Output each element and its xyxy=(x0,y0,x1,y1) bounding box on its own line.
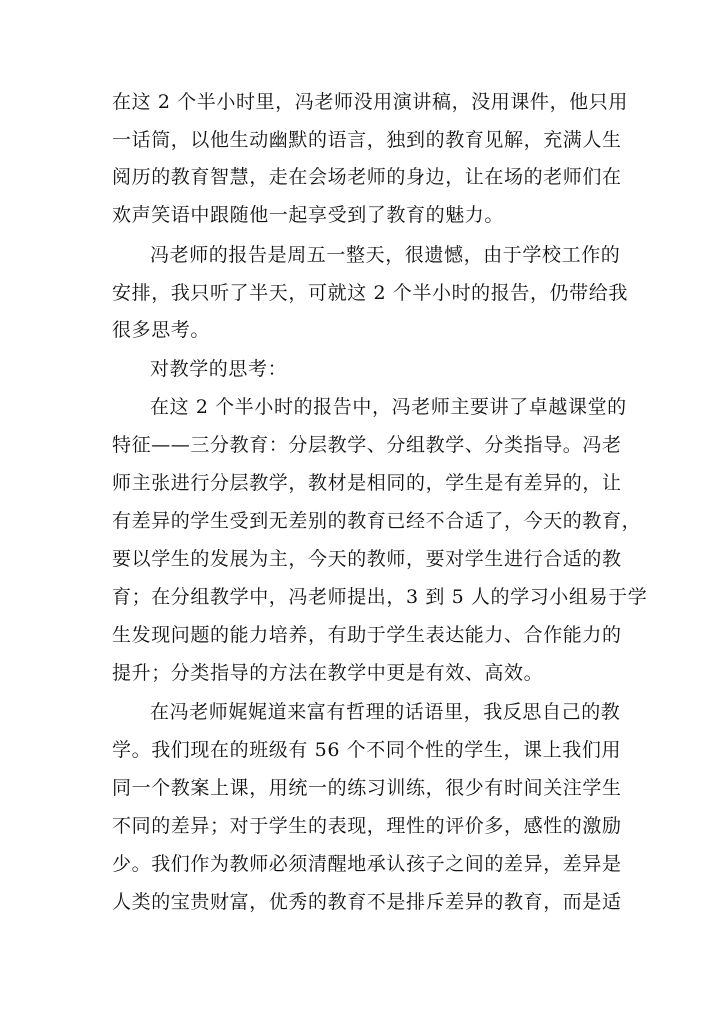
text-line: 特征——三分教育：分层教学、分组教学、分类指导。冯老 xyxy=(112,434,622,456)
section-heading: 对教学的思考： xyxy=(150,358,288,380)
text-line: 要以学生的发展为主，今天的教师，要对学生进行合适的教 xyxy=(112,548,622,570)
text-line: 生发现问题的能力培养，有助于学生表达能力、合作能力的 xyxy=(112,624,622,646)
text-line: 阅历的教育智慧，走在会场老师的身边，让在场的老师们在 xyxy=(112,166,622,188)
text-line: 欢声笑语中跟随他一起享受到了教育的魅力。 xyxy=(112,204,505,226)
text-line: 在冯老师娓娓道来富有哲理的话语里，我反思自己的教 xyxy=(150,701,621,723)
text-line: 很多思考。 xyxy=(112,319,211,341)
text-line: 一话筒，以他生动幽默的语言，独到的教育见解，充满人生 xyxy=(112,129,622,151)
text-line: 冯老师的报告是周五一整天，很遗憾，由于学校工作的 xyxy=(150,244,621,266)
text-line: 有差异的学生受到无差别的教育已经不合适了，今天的教育， xyxy=(112,510,642,532)
text-line: 提升；分类指导的方法在教学中更是有效、高效。 xyxy=(112,662,544,684)
text-line: 师主张进行分层教学，教材是相同的，学生是有差异的，让 xyxy=(112,472,622,494)
text-line: 人类的宝贵财富，优秀的教育不是排斥差异的教育，而是适 xyxy=(112,891,622,913)
text-line: 在这 2 个半小时的报告中，冯老师主要讲了卓越课堂的 xyxy=(150,396,627,418)
text-line: 育；在分组教学中，冯老师提出，3 到 5 人的学习小组易于学 xyxy=(112,586,648,608)
text-line: 在这 2 个半小时里，冯老师没用演讲稿，没用课件，他只用 xyxy=(112,91,628,113)
text-line: 不同的差异；对于学生的表现，理性的评价多，感性的激励 xyxy=(112,815,622,837)
text-line: 少。我们作为教师必须清醒地承认孩子之间的差异，差异是 xyxy=(112,853,622,875)
text-line: 安排，我只听了半天，可就这 2 个半小时的报告，仍带给我 xyxy=(112,282,628,304)
text-line: 学。我们现在的班级有 56 个不同个性的学生，课上我们用 xyxy=(112,739,622,761)
text-line: 同一个教案上课，用统一的练习训练，很少有时间关注学生 xyxy=(112,777,622,799)
